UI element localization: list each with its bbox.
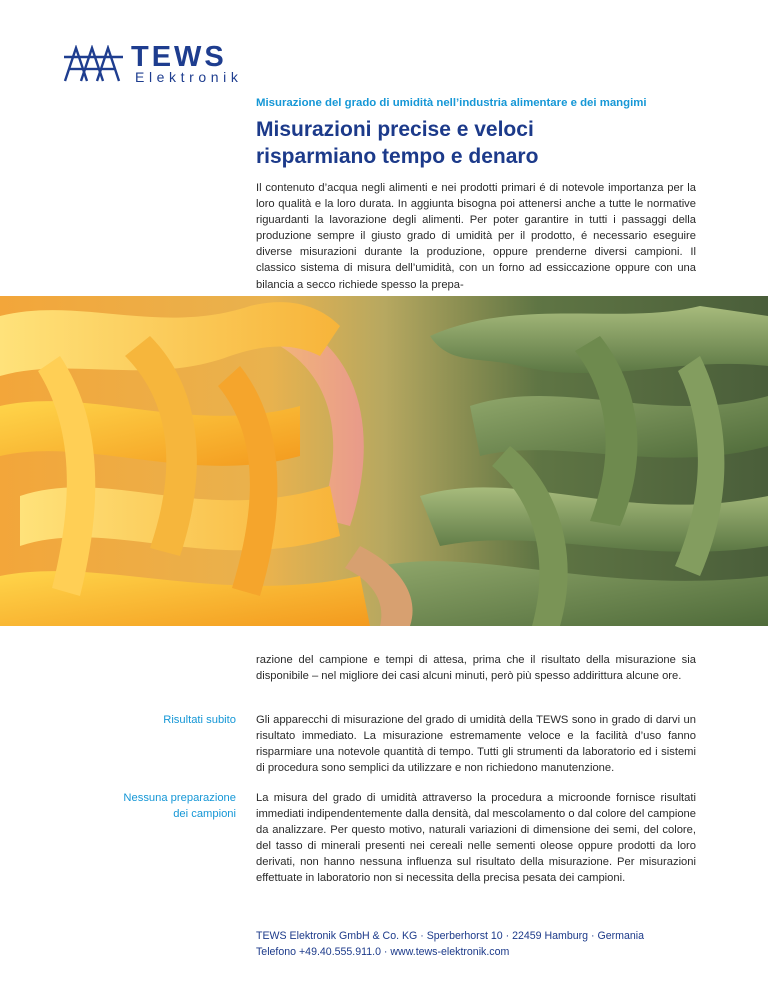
- section-paragraph-results: Gli apparecchi di misurazione del grado di umidità della TEWS sono in grado di darvi un risultato immediato. La misurazione estremamente veloce e la facilità d’uso fanno risparmiare una notevole quantità di tempo. Tutti gli strumenti da laboratorio ed i sistemi di procedura sono semplici da utilizzare e non richiedono manutenzione.: [256, 714, 696, 775]
- logo-wordmark: TEWS: [131, 41, 227, 73]
- logo-subtitle: Elektronik: [135, 69, 243, 85]
- side-label-results: Risultati subito: [163, 714, 236, 726]
- footer-address: TEWS Elektronik GmbH & Co. KG · Sperberhorst 10 · 22459 Hamburg · Germania: [256, 930, 644, 942]
- footer-phone-web: Telefono +49.40.555.911.0 · www.tews-elektronik.com: [256, 946, 510, 958]
- intro-paragraph: Il contenuto d’acqua negli alimenti e nei prodotti primari é di notevole importanza per la loro qualità e la loro durata. In aggiunta bisogna poi attenersi anche a tutte le normative riguardanti la lavorazione degli alimenti. Per poter garantire in tutti i passaggi della produzione sempre il giusto grado di umidità per il prodotto, é necessario eseguire diverse misurazioni durante la produzione, oppure prenderne diversi campioni. Il classico sistema di misura dell’umidità, con un forno ad essiccazione oppure con una bilancia a secco richiede spesso la prepa-: [256, 182, 696, 291]
- tews-emblem-icon: [63, 45, 125, 83]
- side-label-line-2: dei campioni: [173, 808, 236, 821]
- footer-contact: [256, 928, 644, 960]
- pasta-photo: [0, 296, 768, 626]
- tews-logo: [63, 41, 243, 85]
- side-label-line-1: Nessuna preparazione: [123, 792, 236, 804]
- section-paragraph-no-preparation: La misura del grado di umidità attraverso la procedura a microonde fornisce risultati immediati indipendentemente dalla densità, dal mescolamento o dal colore del campione da analizzare. Per questo motivo, naturali variazioni di dimensione dei semi, del colore, del tasso di minerali presenti nei cereali nelle sementi oleose oppure prodotti da loro derivati, non hanno nessuna influenza sul risultato della misurazione. Per misurazioni effettuate in laboratorio non si necessita della precisa pesata dei campioni.: [256, 792, 696, 885]
- page-headline: [256, 116, 538, 170]
- continuation-paragraph: razione del campione e tempi di attesa, prima che il risultato della misurazione sia disponibile – nel migliore dei casi alcuni minuti, però più spesso addirittura alcune ore.: [256, 654, 696, 683]
- side-label-no-preparation: [86, 790, 236, 822]
- headline-line-1: Misurazioni precise e veloci: [256, 118, 534, 141]
- headline-line-2: risparmiano tempo e denaro: [256, 145, 539, 168]
- kicker-title: Misurazione del grado di umidità nell’industria alimentare e dei mangimi: [256, 97, 647, 109]
